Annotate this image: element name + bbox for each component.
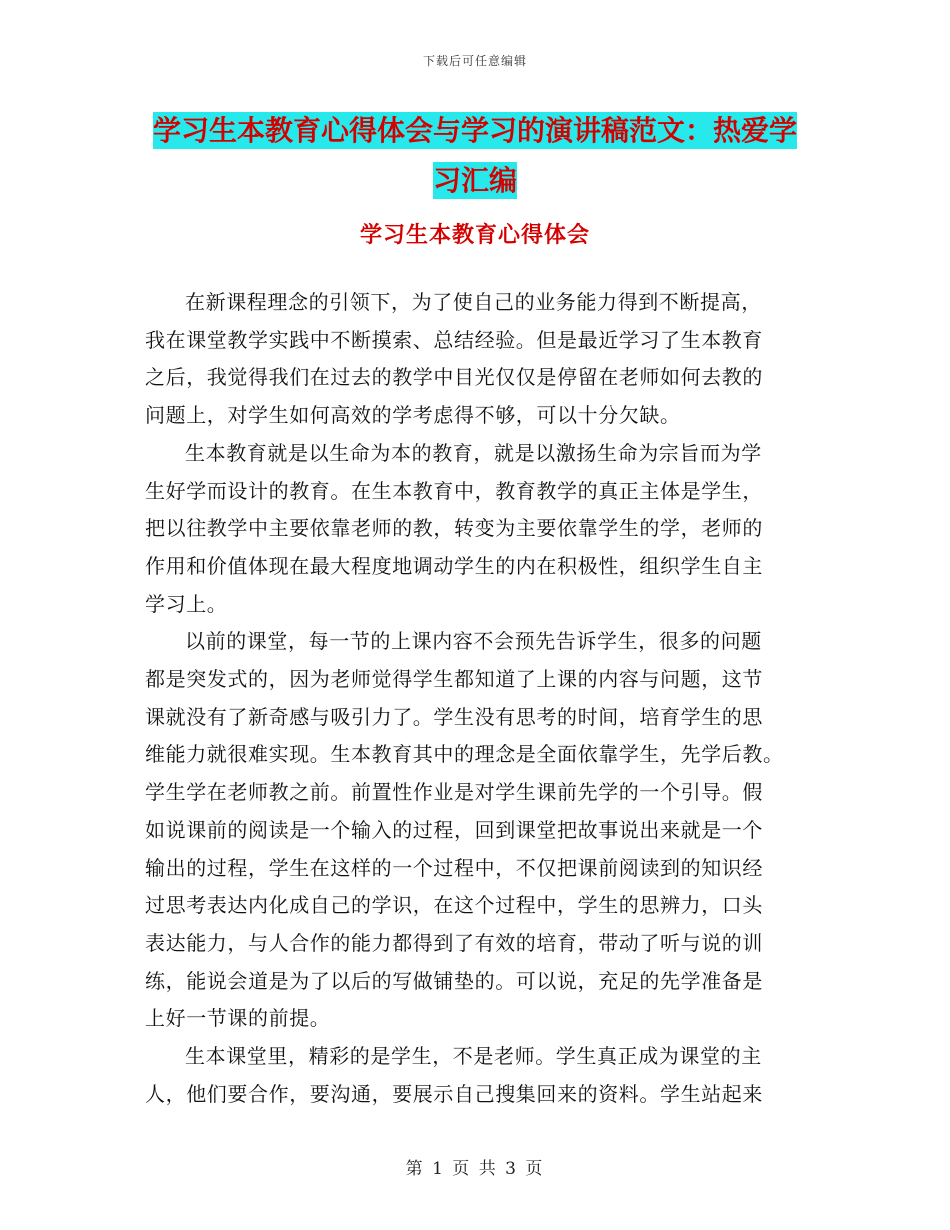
document-title-line-2: 习汇编	[432, 164, 517, 197]
body-paragraph: 生本课堂里，精彩的是学生，不是老师。学生真正成为课堂的主 人，他们要合作，要沟通，要展示自己搜集回来的资料。学生站起来	[145, 1044, 763, 1106]
document-body	[145, 284, 805, 1113]
header-note: 下载后可任意编辑	[422, 54, 527, 68]
document-title-line-1: 学习生本教育心得体会与学习的演讲稿范文：热爱学	[152, 114, 797, 147]
page-number-footer: 第 1 页 共 3 页	[405, 1159, 545, 1179]
body-paragraph: 在新课程理念的引领下，为了使自己的业务能力得到不断提高， 我在课堂教学实践中不断摸索、总结经验。但是最近学习了生本教育 之后，我觉得我们在过去的教学中目光仅仅是停留在老师如何去教的 问题上，对学生如何高效的学考虑得不够，可以十分欠缺。	[145, 290, 763, 428]
section-title: 学习生本教育心得体会	[359, 223, 590, 248]
body-paragraph: 生本教育就是以生命为本的教育，就是以激扬生命为宗旨而为学 生好学而设计的教育。在生本教育中，教育教学的真正主体是学生， 把以往教学中主要依靠老师的教，转变为主要依靠学生的学，老师的 作用和价值体现在最大程度地调动学生的内在积极性，组织学生自主 学习上。	[145, 440, 763, 616]
document-title	[145, 106, 805, 206]
body-paragraph: 以前的课堂，每一节的上课内容不会预先告诉学生，很多的问题 都是突发式的，因为老师觉得学生都知道了上课的内容与问题，这节 课就没有了新奇感与吸引力了。学生没有思考的时间，培育学生的思 维能力就很难实现。生本教育其中的理念是全面依靠学生，先学后教。 学生学在老师教之前。前置性作业是对学生课前先学的一个引导。假 如说课前的阅读是一个输入的过程，回到课堂把故事说出来就是一个 输出的过程，学生在这样的一个过程中，不仅把课前阅读到的知识经 过思考表达内化成自己的学识，在这个过程中，学生的思辨力，口头 表达能力，与人合作的能力都得到了有效的培育，带动了听与说的训 练，能说会道是为了以后的写做铺垫的。可以说，充足的先学准备是 上好一节课的前提。	[145, 629, 784, 1031]
